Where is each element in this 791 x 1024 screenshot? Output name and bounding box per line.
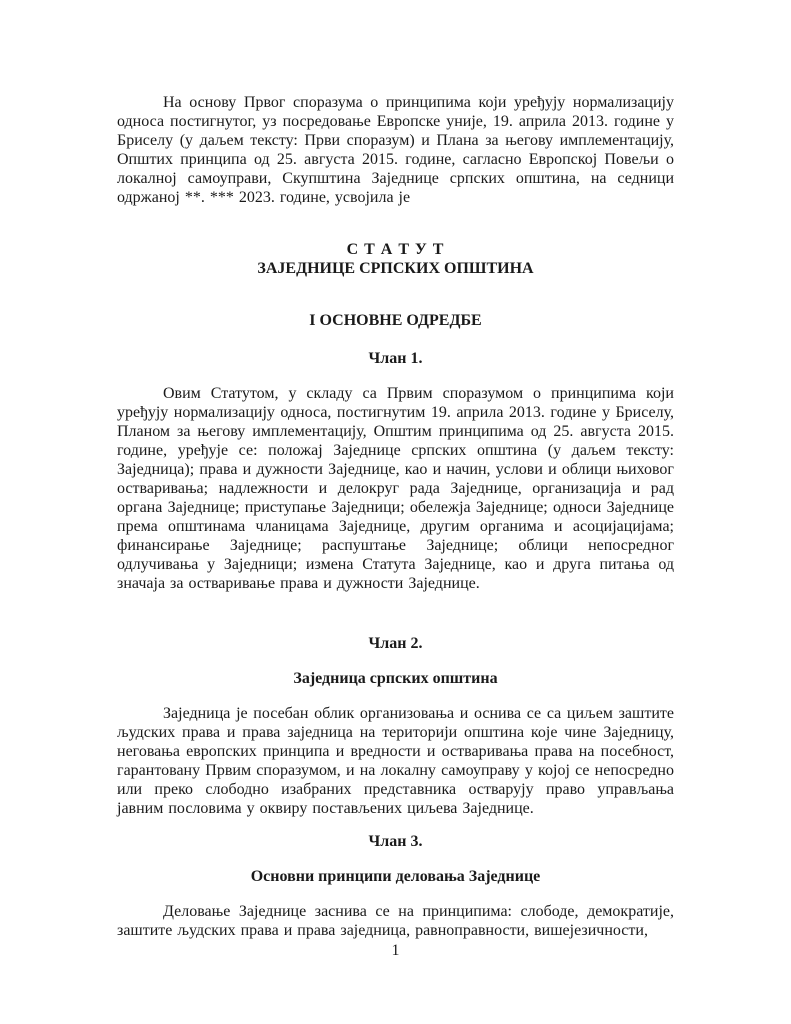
- article-3-subtitle: Основни принципи деловања Заједнице: [250, 868, 541, 885]
- article-1-heading: Члан 1.: [368, 350, 423, 367]
- page-number: 1: [391, 942, 400, 959]
- article-3-body: Деловање Заједнице заснива се на принципима: слободе, демократије, заштите људских права и права заједница, равноправности, вишејезичности,: [117, 903, 674, 939]
- intro-paragraph: На основу Првог споразума о принципима који уређују нормализацију односа постигнутог, уз посредовање Европске уније, 19. априла 2013. године у Бриселу (у даљем тексту: Први споразум) и Плана за његову имплементацију, Општих принципа од 25. августа 2015. године, сагласно Европској Повељи о локалној самоуправи, Скупштина Заједнице српских општина, на седници одржаној **. *** 2023. године, усвојила је: [117, 94, 674, 206]
- document-title-line1: С Т А Т У Т: [346, 241, 445, 258]
- article-2-body: Заједница је посебан облик организовања и оснива се са циљем заштите људских права и права заједница на територији општина које чине Заједницу, неговања европских принципа и вредности и остваривања права на посебност, гарантовану Првим споразумом, и на локалну самоуправу у којој се непосредно или преко слободно изабраних представника остварују право управљања јавним пословима у оквиру постављених циљева Заједнице.: [117, 705, 674, 817]
- document-content: [117, 0, 674, 940]
- article-3-heading: Члан 3.: [368, 833, 423, 850]
- document-title-line2: ЗАЈЕДНИЦЕ СРПСКИХ ОПШТИНА: [257, 260, 534, 277]
- section-heading-basic-provisions: I ОСНОВНЕ ОДРЕДБЕ: [309, 312, 482, 329]
- article-2-subtitle: Заједница српских општина: [293, 670, 498, 687]
- article-2-heading: Члан 2.: [368, 635, 423, 652]
- article-1-body: Овим Статутом, у складу са Првим споразумом о принципима који уређују нормализацију односа, постигнутим 19. априла 2013. године у Бриселу, Планом за његову имплементацију, Општим принципима од 25. августа 2015. године, уређује се: положај Заједнице српских општина (у даљем тексту: Заједница); права и дужности Заједнице, као и начин, услови и облици њиховог остваривања; надлежности и делокруг рада Заједнице, организација и рад органа Заједнице; приступање Заједници; обележја Заједнице; односи Заједнице према општинама чланицама Заједнице, другим органима и асоцијацијама; финансирање Заједнице; распуштање Заједнице; облици непосредног одлучивања у Заједници; измена Статута Заједнице, као и друга питања од значаја за остваривање права и дужности Заједнице.: [117, 385, 674, 592]
